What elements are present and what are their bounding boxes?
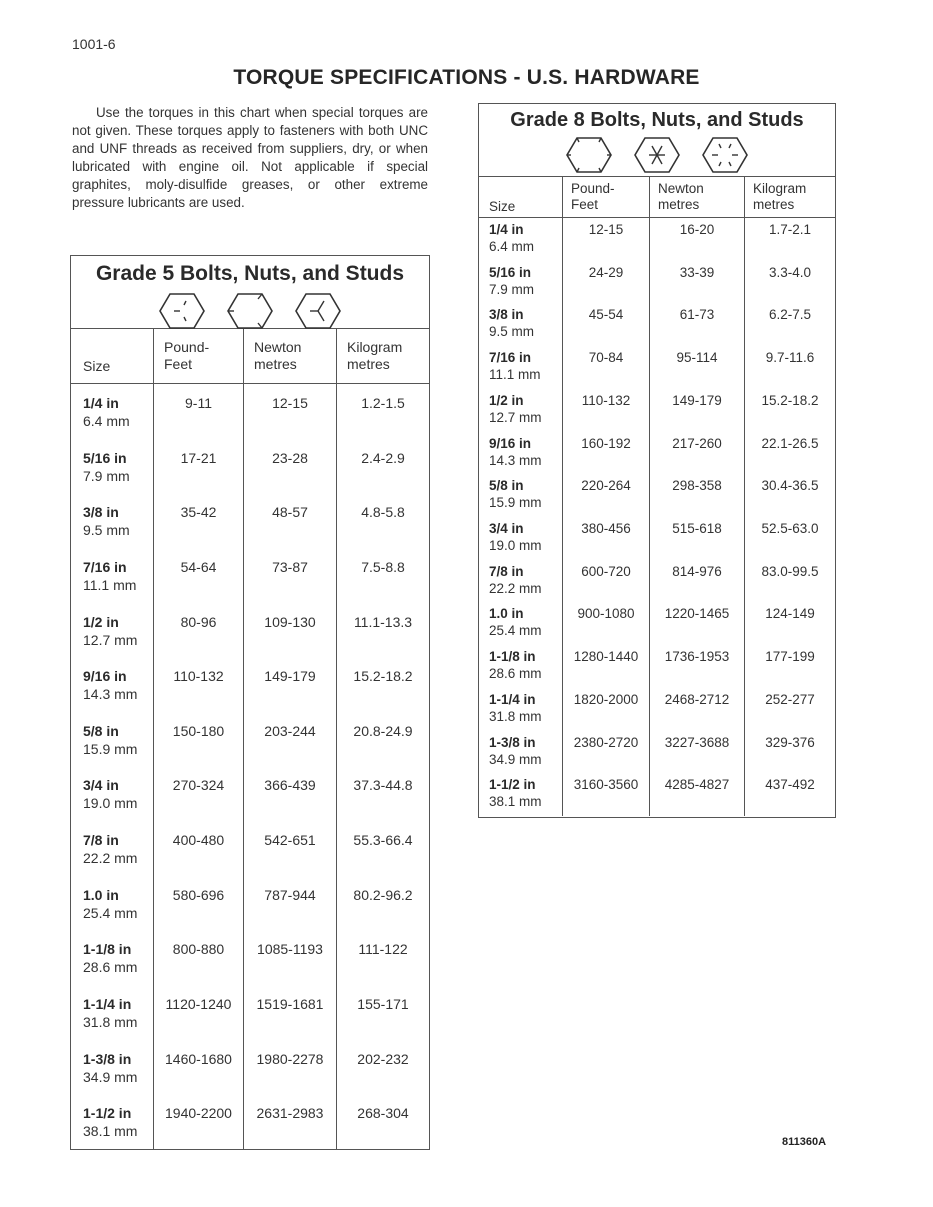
size-cell [479, 432, 563, 475]
pound-feet-cell: 600-720 [563, 560, 650, 603]
kilogram-metres-cell: 252-277 [765, 691, 815, 707]
size-inches: 1-1/4 in [83, 996, 132, 1013]
table-row [71, 985, 429, 1040]
kilogram-metres-cell: 2.4-2.9 [361, 449, 405, 466]
size-inches: 5/8 in [489, 478, 524, 494]
grade5-column-headers [71, 329, 429, 384]
newton-metres-cell: 515-618 [650, 517, 745, 560]
hex-head-grade5-marking-2-icon [226, 292, 274, 330]
table-row [71, 548, 429, 603]
size-inches: 1/4 in [489, 222, 524, 237]
kilogram-metres-cell: 1.2-1.5 [361, 395, 405, 411]
kilogram-metres-cell: 124-149 [765, 606, 815, 622]
kilogram-metres-cell: 22.1-26.5 [761, 435, 819, 451]
newton-metres-cell: 1519-1681 [244, 985, 337, 1040]
size-mm: 7.9 mm [83, 467, 130, 484]
table-row [71, 876, 429, 931]
hex-head-grade8-marking-3-icon [701, 136, 749, 174]
pound-feet-cell: 80-96 [154, 603, 244, 658]
newton-metres-cell: 3227-3688 [650, 731, 745, 774]
table-row [479, 346, 835, 389]
intro-text: Use the torques in this chart when special torques are not given. These torques apply to fasteners with both UNC and UNF threads as received from suppliers, dry, or when lubricated with engine oil. Not applicable if special graphites, moly-disulfide greases, or other extreme pressure lubricants are used. [72, 105, 428, 210]
size-mm: 31.8 mm [83, 1014, 138, 1031]
column-header-newton-metres: Newton metres [244, 329, 337, 383]
size-inches: 5/8 in [83, 722, 119, 739]
table-row [71, 766, 429, 821]
size-mm: 25.4 mm [489, 623, 542, 639]
table-row [71, 439, 429, 494]
pound-feet-cell: 12-15 [563, 218, 650, 261]
pound-feet-cell: 54-64 [154, 548, 244, 603]
pound-feet-cell: 70-84 [563, 346, 650, 389]
kilogram-metres-cell: 6.2-7.5 [768, 307, 812, 323]
size-mm: 28.6 mm [83, 959, 138, 976]
grade5-table-header [71, 256, 429, 329]
size-mm: 6.4 mm [83, 413, 130, 429]
kilogram-metres-cell: 3.3-4.0 [768, 264, 812, 280]
grade8-table-body [479, 218, 835, 816]
size-inches: 7/8 in [83, 832, 119, 849]
pound-feet-cell: 1120-1240 [154, 985, 244, 1040]
size-mm: 12.7 mm [83, 631, 138, 648]
size-mm: 22.2 mm [83, 850, 138, 867]
column-header-size: Size [479, 177, 563, 217]
table-row [71, 821, 429, 876]
kilogram-metres-cell: 11.1-13.3 [353, 613, 413, 630]
column-header-size: Size [71, 329, 154, 383]
pound-feet-cell: 220-264 [563, 474, 650, 517]
size-cell [71, 985, 154, 1040]
document-id: 811360A [782, 1136, 827, 1148]
grade8-title: Grade 8 Bolts, Nuts, and Studs [510, 109, 804, 131]
table-row [71, 712, 429, 767]
newton-metres-cell: 61-73 [650, 303, 745, 346]
kilogram-metres-cell: 202-232 [357, 1050, 409, 1067]
size-inches: 9/16 in [83, 668, 127, 685]
grade5-table [70, 255, 430, 1150]
size-inches: 1-3/8 in [489, 734, 536, 750]
grade8-column-headers [479, 177, 835, 218]
size-mm: 22.2 mm [489, 580, 542, 596]
size-mm: 9.5 mm [489, 324, 535, 340]
newton-metres-cell: 95-114 [650, 346, 745, 389]
size-inches: 1-3/8 in [83, 1050, 132, 1067]
column-header-kilogram-metres: Kilogram metres [347, 339, 403, 372]
size-cell [479, 773, 563, 816]
newton-metres-cell: 814-976 [650, 560, 745, 603]
newton-metres-cell: 48-57 [244, 493, 337, 548]
grade5-table-body [71, 384, 429, 1149]
table-row [479, 602, 835, 645]
kilogram-metres-cell: 437-492 [765, 777, 815, 793]
kilogram-metres-cell: 7.5-8.8 [361, 558, 405, 575]
newton-metres-cell: 1980-2278 [244, 1040, 337, 1095]
kilogram-metres-cell: 111-122 [358, 941, 408, 958]
newton-metres-cell: 298-358 [650, 474, 745, 517]
size-cell [71, 821, 154, 876]
size-mm: 19.0 mm [83, 795, 138, 812]
table-row [479, 645, 835, 688]
size-inches: 7/8 in [489, 563, 524, 579]
size-mm: 38.1 mm [489, 794, 542, 810]
size-mm: 14.3 mm [83, 686, 138, 703]
size-inches: 5/16 in [489, 264, 532, 280]
grade8-table [478, 103, 836, 818]
size-cell [479, 303, 563, 346]
size-cell [479, 261, 563, 304]
newton-metres-cell: 787-944 [244, 876, 337, 931]
kilogram-metres-cell: 15.2-18.2 [353, 668, 413, 685]
newton-metres-cell: 33-39 [650, 261, 745, 304]
page-title: TORQUE SPECIFICATIONS - U.S. HARDWARE [233, 66, 700, 89]
table-row [479, 474, 835, 517]
column-header-pound-feet: Pound- Feet [154, 329, 244, 383]
size-inches: 1/4 in [83, 395, 119, 411]
size-mm: 31.8 mm [489, 708, 542, 724]
table-row [479, 517, 835, 560]
newton-metres-cell: 542-651 [244, 821, 337, 876]
column-header-newton-metres: Newton metres [650, 177, 745, 217]
table-row [479, 261, 835, 304]
size-inches: 1-1/2 in [489, 777, 536, 793]
pound-feet-cell: 270-324 [154, 766, 244, 821]
page-number: 1001-6 [72, 36, 116, 52]
size-mm: 7.9 mm [489, 281, 535, 297]
size-inches: 1-1/2 in [83, 1105, 132, 1122]
newton-metres-cell: 1085-1193 [244, 930, 337, 985]
newton-metres-cell: 16-20 [650, 218, 745, 261]
size-inches: 3/4 in [83, 777, 119, 794]
size-cell [479, 645, 563, 688]
newton-metres-cell: 149-179 [244, 657, 337, 712]
newton-metres-cell: 149-179 [650, 389, 745, 432]
newton-metres-cell: 4285-4827 [650, 773, 745, 816]
pound-feet-cell: 800-880 [154, 930, 244, 985]
table-row [479, 731, 835, 774]
grade8-icons [479, 136, 835, 174]
pound-feet-cell: 9-11 [154, 384, 244, 439]
column-header-pound-feet: Pound- Feet [563, 177, 650, 217]
table-row [479, 773, 835, 816]
pound-feet-cell: 24-29 [563, 261, 650, 304]
hex-head-grade5-marking-1-icon [158, 292, 206, 330]
size-inches: 3/8 in [83, 504, 119, 521]
table-row [479, 688, 835, 731]
size-inches: 1-1/4 in [489, 691, 536, 707]
size-cell [71, 1094, 154, 1149]
kilogram-metres-cell: 37.3-44.8 [353, 777, 413, 794]
newton-metres-cell: 1736-1953 [650, 645, 745, 688]
kilogram-metres-cell: 4.8-5.8 [361, 504, 405, 521]
pound-feet-cell: 45-54 [563, 303, 650, 346]
table-row [71, 1094, 429, 1149]
size-inches: 5/16 in [83, 449, 127, 466]
size-mm: 34.9 mm [83, 1068, 138, 1085]
grade5-title: Grade 5 Bolts, Nuts, and Studs [95, 262, 405, 285]
grade8-table-header [479, 104, 835, 177]
kilogram-metres-cell: 177-199 [765, 649, 815, 665]
pound-feet-cell: 1820-2000 [563, 688, 650, 731]
pound-feet-cell: 110-132 [563, 389, 650, 432]
size-inches: 1-1/8 in [83, 941, 132, 958]
pound-feet-cell: 580-696 [154, 876, 244, 931]
size-mm: 15.9 mm [83, 740, 138, 757]
size-cell [71, 1040, 154, 1095]
pound-feet-cell: 2380-2720 [563, 731, 650, 774]
size-cell [479, 602, 563, 645]
table-row [479, 218, 835, 261]
size-inches: 3/4 in [489, 521, 524, 537]
size-mm: 12.7 mm [489, 409, 542, 425]
size-cell [71, 384, 154, 439]
kilogram-metres-cell: 30.4-36.5 [761, 478, 819, 494]
size-cell [71, 548, 154, 603]
table-row [479, 432, 835, 475]
size-inches: 7/16 in [83, 558, 127, 575]
table-row [479, 560, 835, 603]
pound-feet-cell: 17-21 [154, 439, 244, 494]
column-header-kilogram-metres: Kilogram metres [753, 181, 807, 212]
kilogram-metres-cell: 1.7-2.1 [768, 222, 812, 237]
size-mm: 28.6 mm [489, 666, 542, 682]
pound-feet-cell: 1460-1680 [154, 1040, 244, 1095]
table-row [71, 603, 429, 658]
kilogram-metres-cell: 329-376 [765, 734, 815, 750]
newton-metres-cell: 203-244 [244, 712, 337, 767]
grade5-icons [71, 292, 429, 330]
kilogram-metres-cell: 155-171 [357, 996, 409, 1013]
size-inches: 1/2 in [83, 613, 119, 630]
kilogram-metres-cell: 9.7-11.6 [765, 350, 815, 366]
size-cell [479, 346, 563, 389]
size-cell [71, 876, 154, 931]
newton-metres-cell: 2631-2983 [244, 1094, 337, 1149]
newton-metres-cell: 109-130 [244, 603, 337, 658]
pound-feet-cell: 900-1080 [563, 602, 650, 645]
size-cell [71, 603, 154, 658]
table-row [71, 930, 429, 985]
kilogram-metres-cell: 80.2-96.2 [353, 886, 413, 903]
size-mm: 38.1 mm [83, 1123, 138, 1140]
newton-metres-cell: 2468-2712 [650, 688, 745, 731]
table-row [71, 657, 429, 712]
pound-feet-cell: 380-456 [563, 517, 650, 560]
size-cell [479, 389, 563, 432]
pound-feet-cell: 1280-1440 [563, 645, 650, 688]
newton-metres-cell: 73-87 [244, 548, 337, 603]
size-mm: 11.1 mm [489, 367, 541, 383]
kilogram-metres-cell: 55.3-66.4 [353, 832, 413, 849]
size-cell [71, 766, 154, 821]
intro-paragraph [72, 104, 428, 212]
pound-feet-cell: 110-132 [154, 657, 244, 712]
size-mm: 25.4 mm [83, 904, 138, 921]
size-inches: 1-1/8 in [489, 649, 536, 665]
size-mm: 6.4 mm [489, 239, 535, 254]
table-row [71, 1040, 429, 1095]
size-inches: 3/8 in [489, 307, 524, 323]
pound-feet-cell: 150-180 [154, 712, 244, 767]
size-inches: 7/16 in [489, 350, 532, 366]
size-cell [71, 930, 154, 985]
newton-metres-cell: 366-439 [244, 766, 337, 821]
kilogram-metres-cell: 15.2-18.2 [761, 392, 819, 408]
size-cell [71, 493, 154, 548]
table-row [479, 303, 835, 346]
size-mm: 15.9 mm [489, 495, 542, 511]
newton-metres-cell: 1220-1465 [650, 602, 745, 645]
size-cell [479, 517, 563, 560]
size-cell [479, 560, 563, 603]
size-cell [479, 218, 563, 261]
newton-metres-cell: 12-15 [244, 384, 337, 439]
table-row [479, 389, 835, 432]
kilogram-metres-cell: 268-304 [357, 1105, 409, 1122]
pound-feet-cell: 1940-2200 [154, 1094, 244, 1149]
size-inches: 1.0 in [489, 606, 524, 622]
hex-head-grade8-marking-1-icon [565, 136, 613, 174]
size-inches: 1/2 in [489, 392, 524, 408]
kilogram-metres-cell: 83.0-99.5 [761, 563, 819, 579]
size-cell [71, 712, 154, 767]
hex-head-grade8-marking-2-icon [633, 136, 681, 174]
pound-feet-cell: 3160-3560 [563, 773, 650, 816]
pound-feet-cell: 35-42 [154, 493, 244, 548]
kilogram-metres-cell: 52.5-63.0 [761, 521, 819, 537]
size-mm: 19.0 mm [489, 538, 542, 554]
size-mm: 9.5 mm [83, 522, 130, 539]
size-cell [479, 474, 563, 517]
size-cell [71, 439, 154, 494]
size-cell [479, 688, 563, 731]
size-inches: 1.0 in [83, 886, 119, 903]
newton-metres-cell: 23-28 [244, 439, 337, 494]
size-mm: 11.1 mm [83, 576, 137, 593]
pound-feet-cell: 160-192 [563, 432, 650, 475]
pound-feet-cell: 400-480 [154, 821, 244, 876]
hex-head-grade5-marking-3-icon [294, 292, 342, 330]
table-row [71, 493, 429, 548]
size-cell [71, 657, 154, 712]
table-row [71, 384, 429, 439]
size-cell [479, 731, 563, 774]
size-mm: 34.9 mm [489, 751, 542, 767]
size-inches: 9/16 in [489, 435, 532, 451]
kilogram-metres-cell: 20.8-24.9 [353, 722, 413, 739]
size-mm: 14.3 mm [489, 452, 542, 468]
newton-metres-cell: 217-260 [650, 432, 745, 475]
